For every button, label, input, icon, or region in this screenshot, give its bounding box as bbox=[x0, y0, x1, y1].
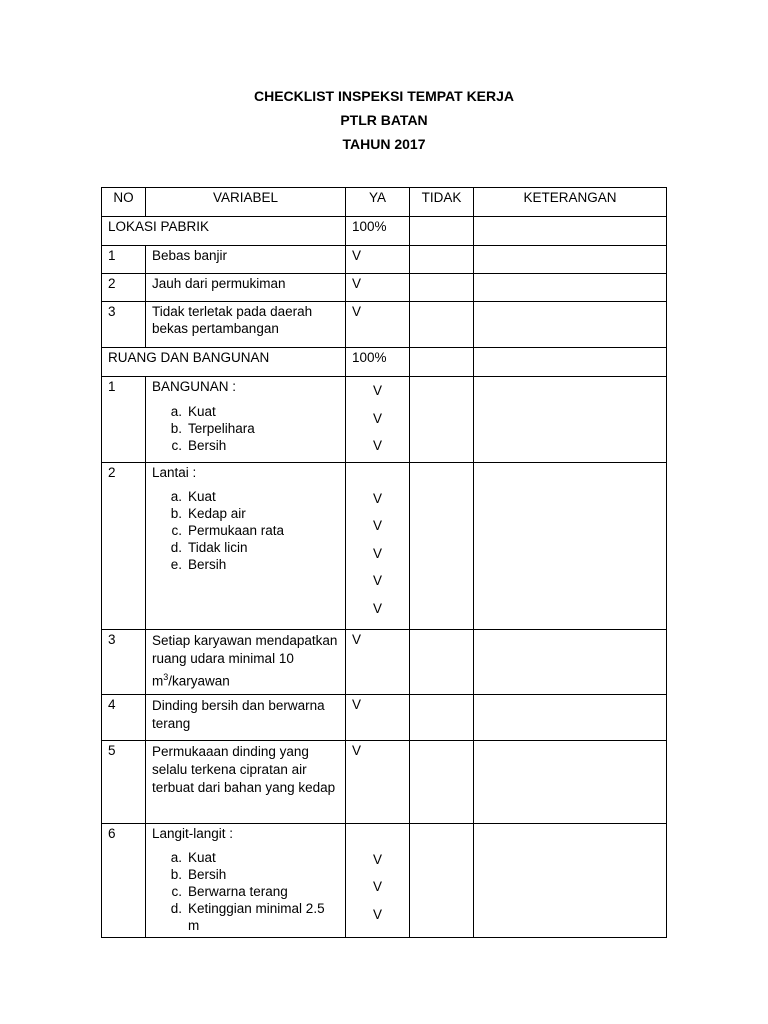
section-name: LOKASI PABRIK bbox=[102, 217, 346, 246]
row-ya: V bbox=[346, 274, 410, 302]
ya-mark: V bbox=[372, 438, 382, 453]
header-tidak: TIDAK bbox=[410, 188, 474, 217]
list-item: a. Kuat bbox=[170, 489, 216, 505]
row-ya: V bbox=[346, 740, 410, 823]
keterangan-cell bbox=[474, 694, 667, 740]
header-row bbox=[102, 188, 667, 217]
sub-list bbox=[152, 489, 339, 573]
row-no: 3 bbox=[102, 302, 146, 348]
list-item: a. Kuat bbox=[170, 403, 216, 419]
tidak-cell bbox=[410, 740, 474, 823]
ya-mark: V bbox=[372, 383, 382, 398]
tidak-cell bbox=[410, 217, 474, 246]
row-variabel bbox=[146, 823, 346, 937]
tidak-cell bbox=[410, 377, 474, 463]
ya-mark: V bbox=[372, 906, 382, 922]
keterangan-cell bbox=[474, 740, 667, 823]
row-ya: V bbox=[346, 246, 410, 274]
list-item: b. Terpelihara bbox=[170, 420, 255, 436]
section-name: RUANG DAN BANGUNAN bbox=[102, 348, 346, 377]
keterangan-cell bbox=[474, 246, 667, 274]
keterangan-cell bbox=[474, 377, 667, 463]
list-item: c. Permukaan rata bbox=[171, 523, 285, 539]
ya-mark: V bbox=[372, 600, 382, 616]
row-variabel: Setiap karyawan mendapatkan ruang udara minimal 10 $m^3$/karyawan bbox=[146, 629, 346, 694]
ya-mark: V bbox=[372, 851, 382, 867]
tidak-cell bbox=[410, 462, 474, 629]
row-variabel: Bebas banjir bbox=[146, 246, 346, 274]
table-row bbox=[102, 246, 667, 274]
table-row bbox=[102, 274, 667, 302]
list-item: a. Kuat bbox=[170, 850, 216, 866]
table-row bbox=[102, 740, 667, 823]
section-ya: 100% bbox=[346, 217, 410, 246]
section-ya: 100% bbox=[346, 348, 410, 377]
row-variabel: Permukaaan dinding yang selalu terkena cipratan air terbuat dari bahan yang kedap bbox=[146, 740, 346, 823]
row-variabel: Dinding bersih dan berwarna terang bbox=[146, 694, 346, 740]
row-ya bbox=[346, 377, 410, 463]
sub-list bbox=[152, 850, 339, 934]
list-item: b. Kedap air bbox=[170, 506, 246, 522]
document-titles bbox=[0, 86, 768, 158]
row-variabel bbox=[146, 462, 346, 629]
list-item: d. Tidak licin bbox=[170, 540, 248, 555]
ya-mark: V bbox=[372, 518, 382, 533]
table-row bbox=[102, 462, 667, 629]
superscript: 3 bbox=[163, 671, 169, 682]
ya-mark: V bbox=[372, 490, 382, 506]
row-ya bbox=[346, 462, 410, 629]
tidak-cell bbox=[410, 274, 474, 302]
checklist-table bbox=[101, 187, 667, 938]
keterangan-cell bbox=[474, 274, 667, 302]
list-item: c. Berwarna terang bbox=[171, 884, 288, 900]
row-variabel bbox=[146, 377, 346, 463]
sub-list bbox=[152, 404, 339, 455]
keterangan-cell bbox=[474, 629, 667, 694]
section-row bbox=[102, 217, 667, 246]
list-item: e. Bersih bbox=[170, 556, 227, 572]
row-ya: V bbox=[346, 302, 410, 348]
tidak-cell bbox=[410, 694, 474, 740]
row-heading: Langit-langit : bbox=[152, 825, 234, 841]
title-line-1: CHECKLIST INSPEKSI TEMPAT KERJA bbox=[253, 88, 515, 104]
ya-mark: V bbox=[372, 410, 382, 426]
table-row bbox=[102, 823, 667, 937]
row-no: 5 bbox=[102, 740, 146, 823]
section-row bbox=[102, 348, 667, 377]
row-variabel: Jauh dari permukiman bbox=[146, 274, 346, 302]
ya-mark: V bbox=[372, 545, 382, 561]
header-variabel: VARIABEL bbox=[146, 188, 346, 217]
row-no: 6 bbox=[102, 823, 146, 937]
header-no: NO bbox=[102, 188, 146, 217]
table-row bbox=[102, 377, 667, 463]
keterangan-cell bbox=[474, 462, 667, 629]
row-ya: V bbox=[346, 694, 410, 740]
keterangan-cell bbox=[474, 823, 667, 937]
list-item: c. Bersih bbox=[171, 437, 227, 453]
table-row bbox=[102, 629, 667, 694]
ya-mark: V bbox=[372, 573, 382, 588]
tidak-cell bbox=[410, 348, 474, 377]
keterangan-cell bbox=[474, 302, 667, 348]
row-no: 1 bbox=[102, 377, 146, 463]
row-no: 1 bbox=[102, 246, 146, 274]
row-ya bbox=[346, 823, 410, 937]
ya-mark: V bbox=[372, 879, 382, 894]
tidak-cell bbox=[410, 246, 474, 274]
header-ya: YA bbox=[346, 188, 410, 217]
row-heading: BANGUNAN : bbox=[152, 379, 237, 394]
header-keterangan: KETERANGAN bbox=[474, 188, 667, 217]
tidak-cell bbox=[410, 823, 474, 937]
list-item: d. Ketinggian minimal 2.5 m bbox=[170, 901, 325, 933]
row-no: 3 bbox=[102, 629, 146, 694]
keterangan-cell bbox=[474, 348, 667, 377]
keterangan-cell bbox=[474, 217, 667, 246]
row-ya: V bbox=[346, 629, 410, 694]
row-no: 2 bbox=[102, 462, 146, 629]
row-heading: Lantai : bbox=[152, 464, 197, 480]
row-no: 2 bbox=[102, 274, 146, 302]
row-no: 4 bbox=[102, 694, 146, 740]
table-row bbox=[102, 302, 667, 348]
tidak-cell bbox=[410, 302, 474, 348]
tidak-cell bbox=[410, 629, 474, 694]
row-variabel: Tidak terletak pada daerah bekas pertambangan bbox=[146, 302, 346, 348]
table-row bbox=[102, 694, 667, 740]
list-item: b. Bersih bbox=[170, 867, 227, 883]
title-line-3: TAHUN 2017 bbox=[342, 136, 426, 152]
title-line-2: PTLR BATAN bbox=[340, 112, 428, 128]
